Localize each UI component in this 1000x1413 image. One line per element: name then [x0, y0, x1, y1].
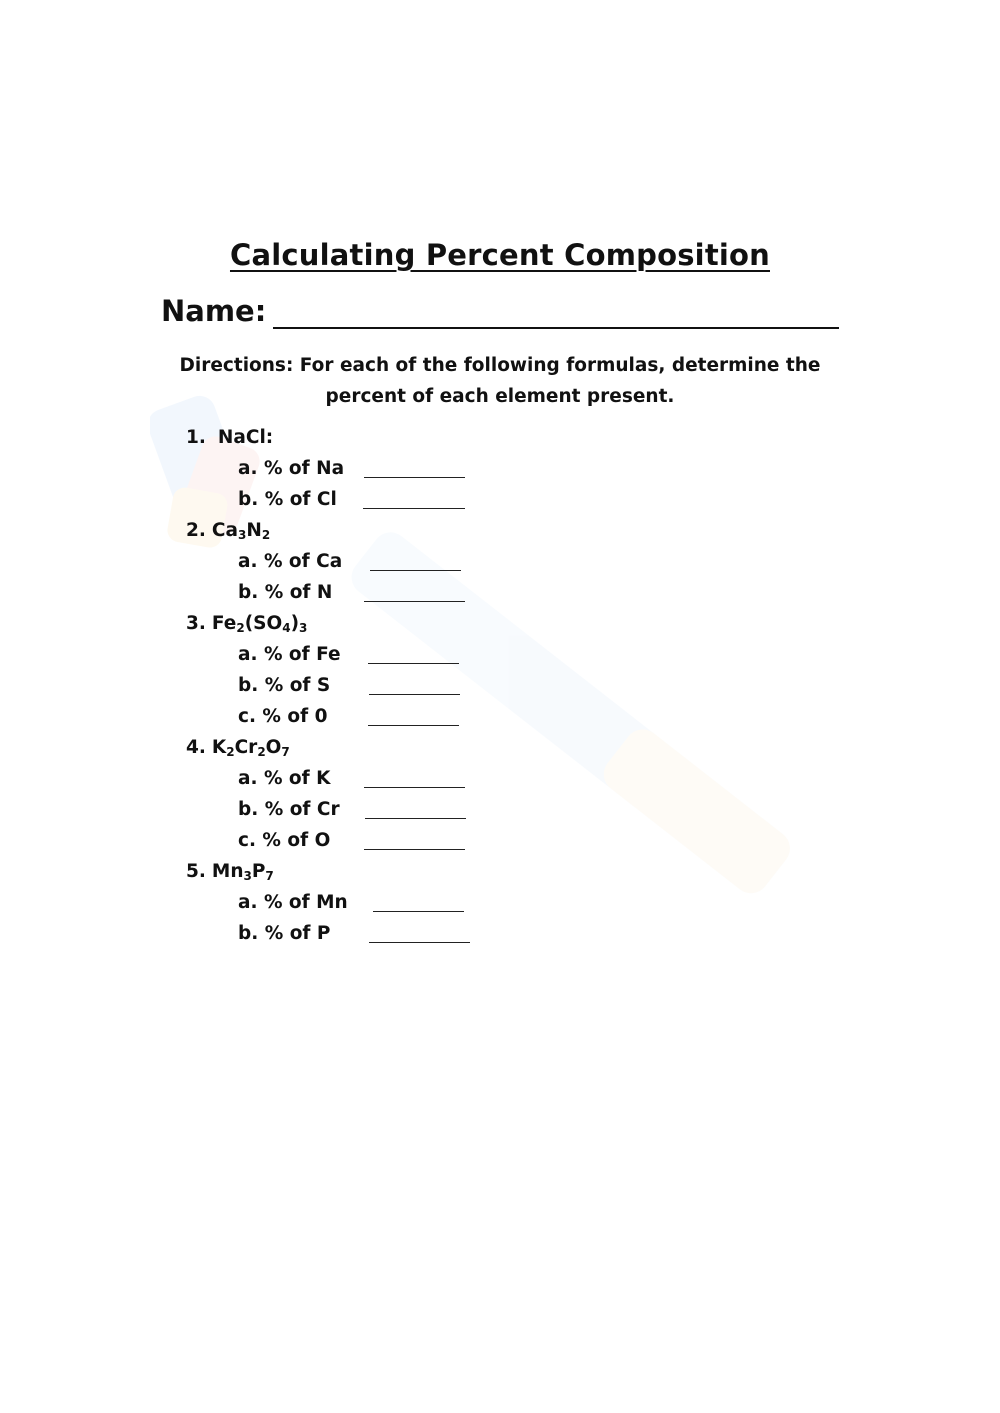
question-number: 4. — [186, 737, 206, 758]
formula-text: Mn — [211, 861, 244, 882]
name-blank-line[interactable] — [273, 327, 839, 329]
question-5 — [186, 856, 274, 887]
question-4-part-2: b. % of Cr — [238, 799, 340, 820]
question-2-part-1: a. % of Ca — [238, 551, 343, 572]
question-number: 5. — [186, 861, 206, 882]
formula-subscript: 7 — [281, 745, 290, 759]
answer-blank[interactable] — [369, 942, 470, 943]
formula-text: Ca — [211, 520, 238, 541]
formula-text: ) — [290, 613, 300, 634]
question-3-part-1: a. % of Fe — [238, 644, 341, 665]
question-3 — [186, 608, 307, 639]
formula-text: Fe — [211, 613, 237, 634]
answer-blank[interactable] — [369, 694, 460, 695]
formula-text: O — [265, 737, 282, 758]
directions — [150, 350, 850, 412]
answer-blank[interactable] — [364, 787, 465, 788]
question-formula — [212, 520, 270, 541]
question-formula — [218, 427, 273, 448]
answer-blank[interactable] — [373, 911, 464, 912]
question-formula — [212, 613, 308, 634]
question-2 — [186, 515, 270, 546]
question-3-part-2: b. % of S — [238, 675, 331, 696]
name-field — [161, 294, 841, 334]
formula-text: N — [246, 520, 262, 541]
formula-subscript: 3 — [237, 528, 247, 542]
question-1 — [186, 422, 273, 453]
question-1-part-2: b. % of Cl — [238, 489, 337, 510]
answer-blank[interactable] — [368, 725, 459, 726]
question-number: 3. — [186, 613, 206, 634]
formula-subscript: 7 — [265, 869, 274, 883]
formula-text: Cr — [234, 737, 258, 758]
formula-subscript: 2 — [261, 528, 271, 542]
formula-text: NaCl: — [217, 427, 274, 448]
question-number: 1. — [186, 427, 206, 448]
directions-line-2: percent of each element present. — [325, 386, 675, 407]
formula-text: K — [211, 737, 227, 758]
question-1-part-1: a. % of Na — [238, 458, 345, 479]
question-4 — [186, 732, 290, 763]
question-5-part-2: b. % of P — [238, 923, 331, 944]
worksheet-title-text: Calculating Percent Composition — [229, 238, 770, 272]
question-2-part-2: b. % of N — [238, 582, 333, 603]
directions-line-1: Directions: For each of the following formulas, determine the — [179, 355, 821, 376]
answer-blank[interactable] — [363, 508, 465, 509]
answer-blank[interactable] — [364, 849, 465, 850]
formula-subscript: 3 — [243, 869, 252, 883]
formula-subscript: 2 — [226, 745, 235, 759]
formula-subscript: 2 — [236, 621, 245, 635]
question-3-part-3: c. % of 0 — [238, 706, 328, 727]
formula-subscript: 3 — [299, 621, 308, 635]
worksheet-title — [0, 238, 1000, 272]
question-4-part-1: a. % of K — [238, 768, 331, 789]
formula-subscript: 2 — [257, 745, 266, 759]
answer-blank[interactable] — [370, 570, 461, 571]
answer-blank[interactable] — [364, 477, 465, 478]
question-number: 2. — [186, 520, 206, 541]
question-formula — [212, 861, 274, 882]
formula-text: (SO — [244, 613, 283, 634]
question-4-part-3: c. % of O — [238, 830, 331, 851]
question-5-part-1: a. % of Mn — [238, 892, 348, 913]
name-label: Name: — [161, 294, 267, 328]
answer-blank[interactable] — [365, 818, 466, 819]
formula-text: P — [251, 861, 266, 882]
answer-blank[interactable] — [368, 663, 459, 664]
answer-blank[interactable] — [364, 601, 465, 602]
formula-subscript: 4 — [282, 621, 291, 635]
question-formula — [212, 737, 290, 758]
